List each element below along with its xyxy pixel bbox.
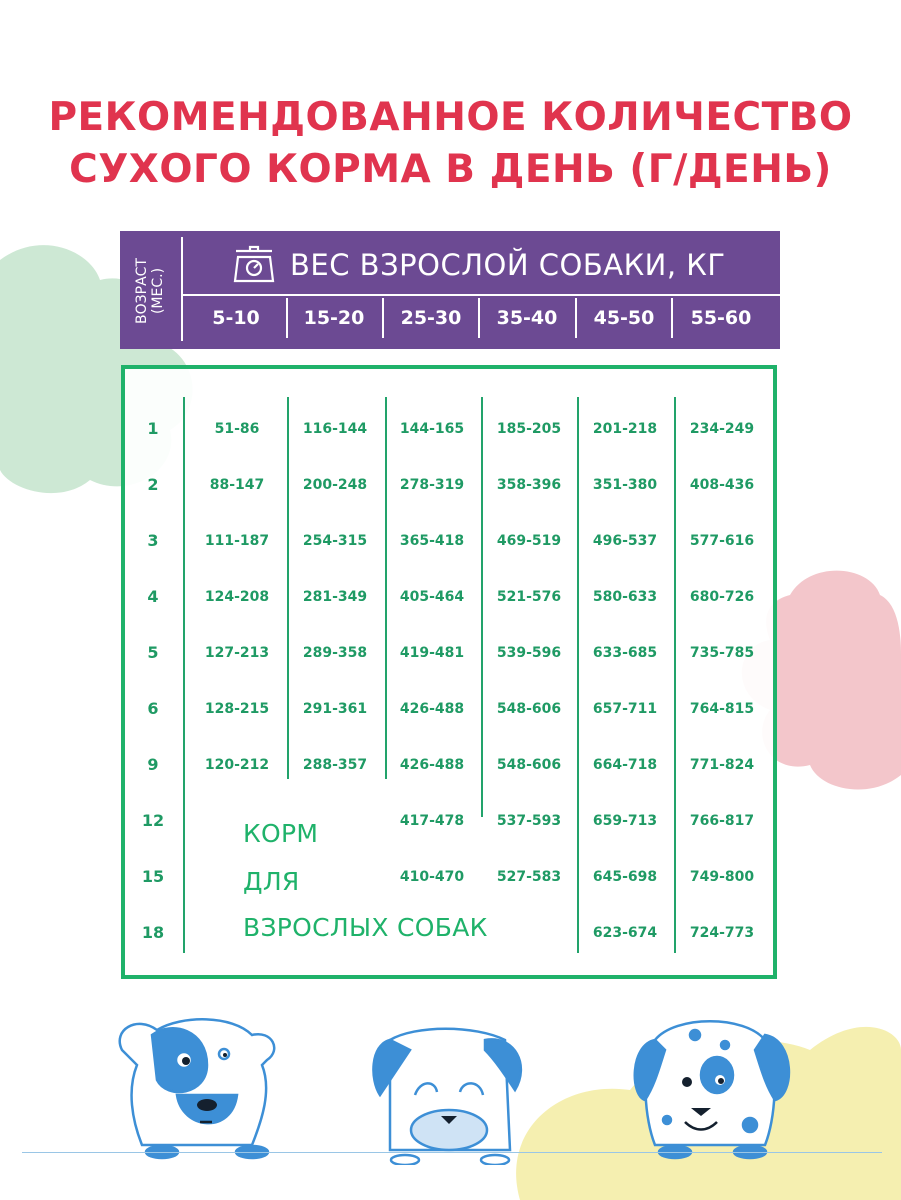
age-label-line-2: (МЕС.) [150,267,167,315]
table-cell: 657-711 [592,701,658,717]
age-cell: 3 [147,531,159,550]
table-cell: 289-358 [302,645,368,661]
table-cell: 548-606 [496,757,562,773]
weight-col-2: 15-20 [303,307,365,329]
table-cell: 664-718 [592,757,658,773]
weight-col-3: 25-30 [400,307,462,329]
column-divider [183,397,185,953]
ground-line [22,1152,882,1153]
table-cell: 116-144 [302,421,368,437]
table-cell: 351-380 [592,477,658,493]
weight-col-4: 35-40 [496,307,558,329]
adult-note-line-3: ВЗРОСЛЫХ СОБАК [243,913,488,942]
weight-col-1: 5-10 [212,307,260,329]
feeding-table [121,365,777,979]
table-cell: 539-596 [496,645,562,661]
table-cell: 749-800 [689,869,755,885]
age-cell: 15 [141,867,165,886]
title-line-1: РЕКОМЕНДОВАННОЕ КОЛИЧЕСТВО [48,95,853,140]
title-line-2: СУХОГО КОРМА В ДЕНЬ (Г/ДЕНЬ) [69,147,832,192]
age-cell: 6 [147,699,159,718]
header-divider [181,237,183,341]
weight-title-text: ВЕС ВЗРОСЛОЙ СОБАКИ, КГ [290,248,726,282]
table-cell: 417-478 [399,813,465,829]
dog-left-icon [112,1010,282,1160]
age-cell: 1 [147,419,159,438]
table-cell: 281-349 [302,589,368,605]
table-cell: 410-470 [399,869,465,885]
table-cell: 548-606 [496,701,562,717]
table-cell: 185-205 [496,421,562,437]
column-divider [287,397,289,779]
table-cell: 426-488 [399,701,465,717]
table-cell: 527-583 [496,869,562,885]
table-cell: 365-418 [399,533,465,549]
table-cell: 577-616 [689,533,755,549]
age-cell: 18 [141,923,165,942]
table-cell: 764-815 [689,701,755,717]
table-cell: 358-396 [496,477,562,493]
age-label-line-1: ВОЗРАСТ [134,258,151,324]
age-cell: 5 [147,643,159,662]
table-cell: 469-519 [496,533,562,549]
table-cell: 234-249 [689,421,755,437]
age-cell: 2 [147,475,159,494]
table-cell: 680-726 [689,589,755,605]
column-divider [385,397,387,779]
table-cell: 111-187 [204,533,270,549]
table-cell: 124-208 [204,589,270,605]
table-cell: 254-315 [302,533,368,549]
table-cell: 128-215 [204,701,270,717]
table-cell: 724-773 [689,925,755,941]
table-cell: 537-593 [496,813,562,829]
table-cell: 766-817 [689,813,755,829]
header-hline [183,294,780,296]
weight-col-6: 55-60 [690,307,752,329]
table-cell: 426-488 [399,757,465,773]
table-header [120,231,780,349]
table-cell: 288-357 [302,757,368,773]
dog-right-icon [625,1010,795,1160]
age-column-label [122,237,178,345]
adult-note-line-1: КОРМ [243,819,319,848]
table-cell: 496-537 [592,533,658,549]
table-cell: 88-147 [209,477,265,493]
table-cell: 735-785 [689,645,755,661]
table-cell: 645-698 [592,869,658,885]
table-cell: 408-436 [689,477,755,493]
age-cell: 4 [147,587,159,606]
table-cell: 200-248 [302,477,368,493]
table-cell: 771-824 [689,757,755,773]
age-cell: 12 [141,811,165,830]
table-cell: 419-481 [399,645,465,661]
table-cell: 278-319 [399,477,465,493]
table-cell: 633-685 [592,645,658,661]
age-cell: 9 [147,755,159,774]
page-title [0,92,901,196]
column-divider [481,397,483,817]
dog-middle-icon [365,1020,535,1165]
table-cell: 201-218 [592,421,658,437]
table-cell: 580-633 [592,589,658,605]
table-cell: 51-86 [214,421,260,437]
weight-title [232,243,752,287]
table-cell: 144-165 [399,421,465,437]
table-cell: 120-212 [204,757,270,773]
weight-col-5: 45-50 [593,307,655,329]
table-cell: 127-213 [204,645,270,661]
table-cell: 521-576 [496,589,562,605]
table-cell: 405-464 [399,589,465,605]
adult-note-line-2: ДЛЯ [243,867,300,896]
table-cell: 623-674 [592,925,658,941]
table-cell: 659-713 [592,813,658,829]
table-cell: 291-361 [302,701,368,717]
